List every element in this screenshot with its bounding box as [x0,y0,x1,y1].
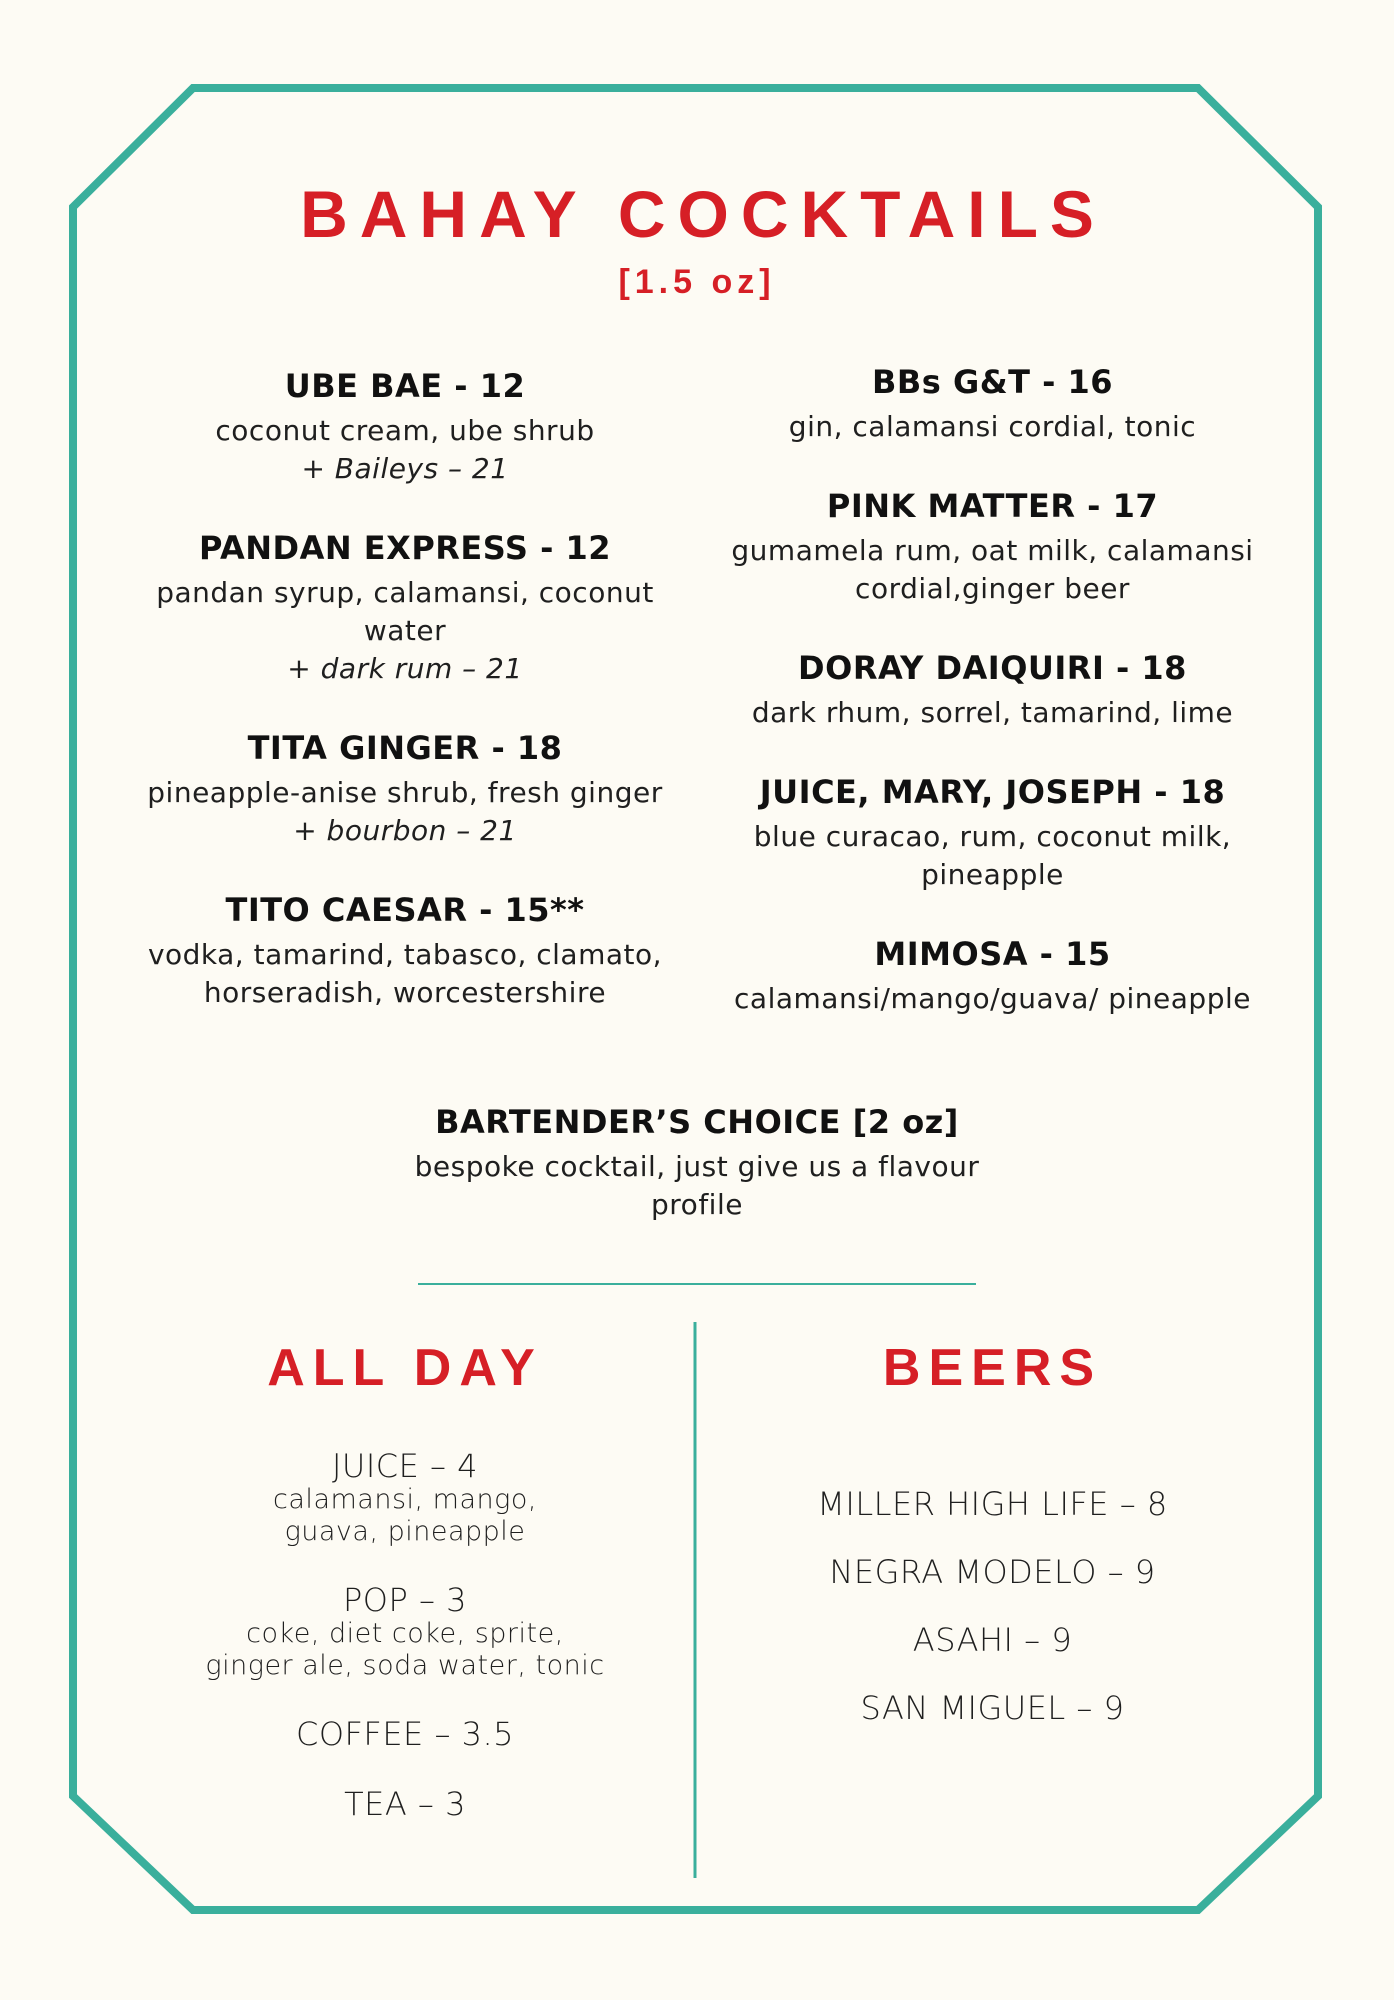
cocktail-name: DORAY DAIQUIRI - 18 [798,649,1187,687]
bartender-choice-description: profile [651,1188,743,1221]
cocktail-name: TITO CAESAR - 15** [225,891,585,929]
cocktail-name: TITA GINGER - 18 [247,729,563,767]
beer-item: MILLER HIGH LIFE – 8 [817,1485,1168,1523]
all-day-item: JUICE – 4 [331,1447,479,1485]
cocktail-description: pineapple [921,858,1064,891]
cocktail-name: PINK MATTER - 17 [826,487,1159,525]
cocktail-description: horseradish, worcestershire [203,976,607,1009]
cocktail-description: gumamela rum, oat milk, calamansi [731,534,1254,567]
cocktail-description: pineapple-anise shrub, fresh ginger [147,776,663,809]
bartender-choice-description: bespoke cocktail, just give us a flavour [414,1150,980,1183]
cocktail-description: blue curacao, rum, coconut milk, [753,820,1232,853]
beer-item: ASAHI – 9 [912,1621,1073,1659]
menu-subtitle: [1.5 oz] [618,263,776,301]
cocktail-description: vodka, tamarind, tabasco, clamato, [147,938,663,971]
cocktail-addon: + Baileys – 21 [301,452,509,485]
all-day-item-description: guava, pineapple [284,1516,526,1547]
cocktail-addon: + dark rum – 21 [287,652,523,685]
cocktail-description: dark rhum, sorrel, tamarind, lime [751,696,1234,729]
cocktail-description: pandan syrup, calamansi, coconut [156,576,654,609]
cocktail-name: BBs G&T - 16 [871,363,1114,401]
bartender-choice-name: BARTENDER’S CHOICE [2 oz] [435,1103,959,1141]
cocktail-addon: + bourbon – 21 [293,814,517,847]
all-day-item: TEA – 3 [344,1785,466,1823]
cocktail-description: gin, calamansi cordial, tonic [788,410,1197,443]
cocktail-name: MIMOSA - 15 [874,935,1111,973]
cocktail-description: water [363,614,447,647]
all-day-item: POP – 3 [343,1581,467,1619]
all-day-item-description: ginger ale, soda water, tonic [205,1650,605,1681]
beer-item: SAN MIGUEL – 9 [860,1689,1125,1727]
cocktail-description: calamansi/mango/guava/ pineapple [734,982,1251,1015]
menu-title: BAHAY COCKTAILS [300,177,1106,251]
all-day-item: COFFEE – 3.5 [295,1715,514,1753]
cocktail-name: JUICE, MARY, JOSEPH - 18 [759,773,1226,811]
all-day-item-description: coke, diet coke, sprite, [246,1618,564,1649]
cocktail-name: PANDAN EXPRESS - 12 [198,529,612,567]
cocktail-name: UBE BAE - 12 [284,367,526,405]
beer-item: NEGRA MODELO – 9 [829,1553,1156,1591]
all-day-heading: ALL DAY [267,1339,543,1397]
cocktail-description: cordial,ginger beer [855,572,1130,605]
beers-heading: BEERS [882,1339,1103,1397]
all-day-item-description: calamansi, mango, [273,1484,537,1515]
cocktail-description: coconut cream, ube shrub [215,414,595,447]
